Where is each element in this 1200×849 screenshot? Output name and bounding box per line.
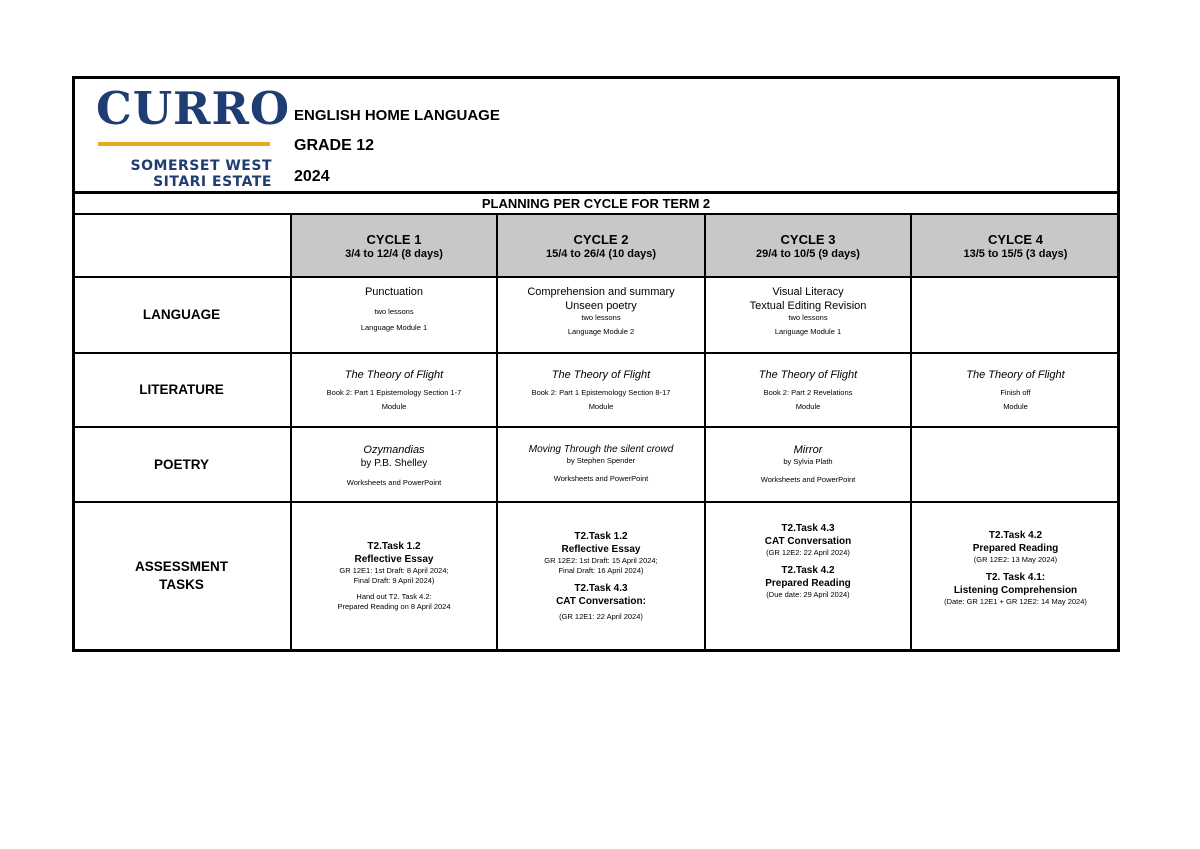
- assessment-c3-date2: (Due date: 29 April 2024): [766, 590, 850, 599]
- poetry-c2-author: by Stephen Spender: [566, 456, 636, 465]
- rule-poetry: [72, 501, 1120, 503]
- language-c2-module: Language Module 2: [567, 327, 635, 336]
- assessment-c3-task2: T2.Task 4.2: [781, 565, 835, 576]
- poetry-c3-author: by Sylvia Plath: [783, 457, 833, 466]
- border-left: [72, 76, 75, 652]
- assessment-c4-date1: (GR 12E2: 13 May 2024): [973, 555, 1058, 564]
- curro-logo: [96, 82, 291, 190]
- literature-c3-module: Module: [795, 402, 821, 411]
- grade-title: GRADE 12: [294, 137, 375, 154]
- language-c2-topic1: Comprehension and summary: [527, 286, 675, 298]
- language-c3-module: Language Module 1: [774, 327, 842, 336]
- language-c3-topic2: Textual Editing Revision: [749, 300, 867, 312]
- assessment-c4-task2: T2. Task 4.1:: [985, 572, 1046, 583]
- row-label-assessment: [72, 502, 291, 650]
- literature-c4-module: Module: [1003, 402, 1028, 411]
- poetry-cycle-2: [497, 427, 705, 502]
- literature-c2-module: Module: [588, 402, 614, 411]
- assessment-c1-task: T2.Task 1.2: [367, 541, 421, 552]
- language-c2-topic2: Unseen poetry: [565, 300, 637, 312]
- literature-c1-title: The Theory of Flight: [344, 369, 444, 381]
- planning-banner: [72, 193, 1120, 213]
- literature-label: LITERATURE: [139, 382, 224, 397]
- language-c1-lessons: two lessons: [374, 307, 414, 316]
- assessment-c4-name: Prepared Reading: [972, 543, 1059, 554]
- assessment-c1-note2: Prepared Reading on 8 April 2024: [337, 602, 451, 611]
- col-rule-3: [704, 215, 706, 651]
- literature-c4-title: The Theory of Flight: [966, 369, 1065, 381]
- poetry-c3-title: Mirror: [793, 444, 823, 456]
- literature-c3-title: The Theory of Flight: [758, 369, 858, 381]
- banner-text: PLANNING PER CYCLE FOR TERM 2: [481, 195, 711, 211]
- subject-title: ENGLISH HOME LANGUAGE: [294, 107, 500, 124]
- literature-cycle-3: [705, 353, 911, 427]
- logo-gold-bar: [98, 142, 270, 146]
- assessment-c3-date1: (GR 12E2: 22 April 2024): [766, 548, 850, 557]
- poetry-c1-author: by P.B. Shelley: [360, 458, 428, 469]
- literature-c1-module: Module: [381, 402, 407, 411]
- assessment-cycle-3: [705, 502, 911, 650]
- assessment-c3-name2: Prepared Reading: [765, 578, 851, 589]
- cycle-1-name: CYCLE 1: [366, 231, 422, 247]
- assessment-c4-date2: (Date: GR 12E1 + GR 12E2: 14 May 2024): [944, 597, 1087, 606]
- cycle-2-dates: 15/4 to 26/4 (10 days): [545, 247, 657, 260]
- assessment-label-line1: ASSESSMENT: [134, 559, 229, 574]
- border-top: [72, 76, 1120, 79]
- assessment-c1-name: Reflective Essay: [354, 554, 434, 565]
- language-c3-topic1: Visual Literacy: [772, 286, 844, 298]
- poetry-cycle-1: [291, 427, 497, 502]
- assessment-cycle-4: [911, 502, 1120, 650]
- literature-c2-detail: Book 2: Part 1 Epistemology Section 8-17: [531, 388, 671, 397]
- assessment-c3-name: CAT Conversation: [764, 536, 852, 547]
- cycle-4-dates: 13/5 to 15/5 (3 days): [963, 247, 1068, 260]
- language-c2-lessons: two lessons: [581, 313, 621, 322]
- poetry-label: POETRY: [153, 456, 209, 472]
- row-label-language: [72, 277, 291, 353]
- row-label-literature: [72, 353, 291, 427]
- language-cycle-1: [291, 277, 497, 353]
- assessment-c2-name2: CAT Conversation:: [556, 596, 646, 607]
- rule-literature: [72, 426, 1120, 428]
- rule-banner: [72, 213, 1120, 215]
- assessment-c3-task: T2.Task 4.3: [781, 523, 835, 534]
- cycle-1-dates: 3/4 to 12/4 (8 days): [345, 247, 443, 260]
- assessment-c2-date1: GR 12E2: 1st Draft: 15 April 2024;: [544, 556, 658, 565]
- language-label: LANGUAGE: [142, 307, 221, 322]
- literature-c4-detail: Finish off: [1000, 388, 1031, 397]
- assessment-c2-date3: (GR 12E1: 22 April 2024): [559, 612, 643, 621]
- logo-wordmark: CURRO: [96, 82, 291, 135]
- assessment-c1-date1: GR 12E1: 1st Draft: 8 April 2024;: [339, 566, 449, 575]
- cycle-3-header: [705, 215, 911, 277]
- poetry-c1-resources: Worksheets and PowerPoint: [346, 478, 442, 487]
- rule-cycles: [72, 276, 1120, 278]
- cycle-1-header: [291, 215, 497, 277]
- assessment-c2-date2: Final Draft: 16 April 2024): [558, 566, 644, 575]
- cycle-2-header: [497, 215, 705, 277]
- poetry-c1-title: Ozymandias: [363, 444, 425, 456]
- assessment-c2-task: T2.Task 1.2: [574, 531, 628, 542]
- literature-c1-detail: Book 2: Part 1 Epistemology Section 1-7: [326, 388, 462, 397]
- rule-language: [72, 352, 1120, 354]
- literature-c2-title: The Theory of Flight: [551, 369, 651, 381]
- border-right: [1117, 76, 1120, 652]
- assessment-c1-note1: Hand out T2. Task 4.2:: [356, 592, 432, 601]
- row-label-poetry: [72, 427, 291, 502]
- rule-header: [72, 191, 1120, 194]
- literature-cycle-2: [497, 353, 705, 427]
- literature-cycle-1: [291, 353, 497, 427]
- planning-sheet: [72, 76, 1120, 652]
- assessment-c2-task2: T2.Task 4.3: [574, 583, 628, 594]
- language-c1-topic: Punctuation: [364, 286, 424, 298]
- poetry-cycle-3: [705, 427, 911, 502]
- language-c3-lessons: two lessons: [788, 313, 828, 322]
- assessment-cycle-1: [291, 502, 497, 650]
- col-rule-2: [496, 215, 498, 651]
- poetry-c2-title: Moving Through the silent crowd: [528, 444, 674, 455]
- assessment-c4-task: T2.Task 4.2: [988, 530, 1043, 541]
- poetry-c2-resources: Worksheets and PowerPoint: [553, 474, 649, 483]
- literature-cycle-4: [911, 353, 1120, 427]
- logo-campus-line1: SOMERSET WEST: [130, 158, 272, 174]
- cycle-4-header: [911, 215, 1120, 277]
- assessment-cycle-2: [497, 502, 705, 650]
- language-cycle-3: [705, 277, 911, 353]
- literature-c3-detail: Book 2: Part 2 Revelations: [763, 388, 853, 397]
- cycle-3-name: CYCLE 3: [780, 231, 836, 247]
- assessment-label-line2: TASKS: [159, 577, 204, 592]
- cycle-4-name: CYLCE 4: [988, 231, 1043, 247]
- language-c1-module: Language Module 1: [360, 323, 428, 332]
- year-title: 2024: [294, 168, 330, 185]
- assessment-c2-name: Reflective Essay: [561, 544, 641, 555]
- cycle-2-name: CYCLE 2: [573, 231, 629, 247]
- assessment-c4-name2: Listening Comprehension: [953, 585, 1078, 596]
- poetry-c3-resources: Worksheets and PowerPoint: [760, 475, 856, 484]
- border-bottom: [72, 649, 1120, 652]
- cycle-3-dates: 29/4 to 10/5 (9 days): [756, 247, 860, 260]
- assessment-c1-date2: Final Draft: 9 April 2024): [353, 576, 435, 585]
- col-rule-4: [910, 215, 912, 651]
- logo-campus-line2: SITARI ESTATE: [153, 174, 272, 190]
- col-rule-1: [290, 215, 292, 651]
- language-cycle-2: [497, 277, 705, 353]
